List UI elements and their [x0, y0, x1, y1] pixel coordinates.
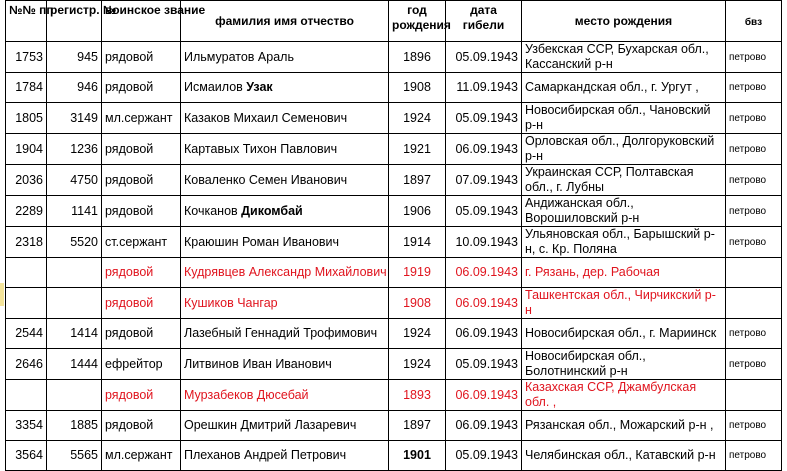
name-text: Казаков Михаил Семенович [184, 110, 348, 125]
cell-bvz: петрово [726, 196, 782, 227]
name-text: Краюшин Роман Иванович [184, 234, 340, 249]
cell-place: Челябинская обл., Катавский р-н [522, 441, 726, 471]
cell-reg: 1444 [47, 349, 102, 380]
cell-place: Новосибирская обл., Болотнинский р-н [522, 349, 726, 380]
name-text: Лазебный Геннадий Трофимович [184, 326, 378, 340]
cell-place: Украинская ССР, Полтавская обл., г. Лубны [522, 165, 726, 196]
cell-place: Новосибирская обл., г. Мариинск [522, 319, 726, 349]
table-row [6, 73, 782, 103]
cell-name [181, 411, 389, 441]
table-row [6, 103, 782, 134]
cell-year: 1924 [389, 319, 446, 349]
cell-num: 2318 [6, 227, 47, 258]
cell-place: Ташкентская обл., Чирчикский р-н [522, 288, 726, 319]
cell-date: 06.09.1943 [446, 411, 522, 441]
cell-bvz: петрово [726, 134, 782, 165]
header-date: дата гибели [446, 1, 522, 42]
cell-name [181, 103, 389, 134]
cell-num: 2544 [6, 319, 47, 349]
cell-reg [47, 288, 102, 319]
cell-bvz: петрово [726, 227, 782, 258]
cell-rank: рядовой [102, 42, 181, 73]
table-row [6, 165, 782, 196]
header-name: фамилия имя отчество [181, 1, 389, 42]
table-row [6, 42, 782, 73]
cell-bvz [726, 258, 782, 288]
table-row [6, 349, 782, 380]
cell-place: Орловская обл., Долгоруковский р-н [522, 134, 726, 165]
cell-num [6, 288, 47, 319]
cell-reg: 1141 [47, 196, 102, 227]
cell-name [181, 134, 389, 165]
cell-name [181, 288, 389, 319]
cell-date: 05.09.1943 [446, 196, 522, 227]
cell-reg: 4750 [47, 165, 102, 196]
cell-date: 06.09.1943 [446, 258, 522, 288]
cell-name [181, 227, 389, 258]
cell-name [181, 349, 389, 380]
cell-num: 3354 [6, 411, 47, 441]
cell-place: Ульяновская обл., Барышский р-н, с. Кр. Поляна [522, 227, 726, 258]
header-num: №№ пп [6, 1, 47, 42]
cell-reg: 1414 [47, 319, 102, 349]
cell-place: Самаркандская обл., г. Ургут , [522, 73, 726, 103]
header-place: место рождения [522, 1, 726, 42]
cell-place: Рязанская обл., Можарский р-н , [522, 411, 726, 441]
name-text: Ильмуратов Араль [184, 49, 294, 64]
cell-place: Новосибирская обл., Чановский р-н [522, 103, 726, 134]
cell-name [181, 441, 389, 471]
cell-name [181, 73, 389, 103]
cell-date: 05.09.1943 [446, 441, 522, 471]
cell-bvz: петрово [726, 349, 782, 380]
table-row [6, 227, 782, 258]
header-rank: воинское звание [102, 1, 181, 42]
cell-date: 06.09.1943 [446, 380, 522, 411]
cell-bvz: петрово [726, 411, 782, 441]
cell-year: 1896 [389, 42, 446, 73]
cell-reg: 1236 [47, 134, 102, 165]
name-bold-text: Узак [246, 80, 273, 94]
cell-date: 07.09.1943 [446, 165, 522, 196]
name-bold-text: Дикомбай [241, 203, 303, 218]
cell-place: г. Рязань, дер. Рабочая [522, 258, 726, 288]
cell-num: 2036 [6, 165, 47, 196]
cell-num: 1784 [6, 73, 47, 103]
cell-name [181, 165, 389, 196]
cell-name [181, 196, 389, 227]
cell-year: 1914 [389, 227, 446, 258]
cell-rank: рядовой [102, 411, 181, 441]
header-row [6, 1, 782, 42]
name-text: Кочканов [184, 203, 242, 218]
name-text: Плеханов Андрей Петрович [184, 448, 347, 462]
name-text: Картавых Тихон Павлович [184, 141, 338, 156]
cell-bvz: петрово [726, 165, 782, 196]
table-row [6, 134, 782, 165]
cell-date: 05.09.1943 [446, 349, 522, 380]
name-text: Мурзабеков Дюсебай [184, 387, 309, 402]
cell-rank: рядовой [102, 288, 181, 319]
cell-num [6, 380, 47, 411]
cell-year: 1897 [389, 411, 446, 441]
name-text: Коваленко Семен Иванович [184, 172, 348, 187]
cell-bvz [726, 380, 782, 411]
cell-reg [47, 258, 102, 288]
soldiers-table [5, 0, 782, 471]
cell-num: 1805 [6, 103, 47, 134]
cell-rank: рядовой [102, 165, 181, 196]
cell-year: 1921 [389, 134, 446, 165]
cell-rank: ст.сержант [102, 227, 181, 258]
name-text: Кушиков Чангар [184, 295, 278, 310]
cell-bvz [726, 288, 782, 319]
cell-bvz: петрово [726, 42, 782, 73]
cell-reg: 946 [47, 73, 102, 103]
table-row [6, 288, 782, 319]
cell-year: 1906 [389, 196, 446, 227]
cell-year: 1908 [389, 73, 446, 103]
row-selection-marker [0, 283, 4, 306]
name-text: Кудрявцев Александр Михайлович [184, 265, 387, 279]
cell-reg: 945 [47, 42, 102, 73]
cell-bvz: петрово [726, 319, 782, 349]
cell-name [181, 42, 389, 73]
cell-bvz: петрово [726, 441, 782, 471]
cell-date: 06.09.1943 [446, 319, 522, 349]
cell-year: 1924 [389, 349, 446, 380]
cell-name [181, 380, 389, 411]
cell-name [181, 258, 389, 288]
table-row [6, 411, 782, 441]
table-row [6, 196, 782, 227]
cell-num: 3564 [6, 441, 47, 471]
cell-date: 10.09.1943 [446, 227, 522, 258]
cell-date: 05.09.1943 [446, 42, 522, 73]
cell-date: 05.09.1943 [446, 103, 522, 134]
cell-num: 2646 [6, 349, 47, 380]
table-row [6, 258, 782, 288]
cell-year: 1897 [389, 165, 446, 196]
cell-date: 06.09.1943 [446, 134, 522, 165]
cell-rank: рядовой [102, 134, 181, 165]
cell-rank: мл.сержант [102, 103, 181, 134]
cell-num: 1753 [6, 42, 47, 73]
cell-place: Узбекская ССР, Бухарская обл., Кассанский р-н [522, 42, 726, 73]
cell-year: 1901 [389, 441, 446, 471]
cell-rank: рядовой [102, 258, 181, 288]
cell-rank: рядовой [102, 319, 181, 349]
header-year: год рождения [389, 1, 446, 42]
cell-rank: мл.сержант [102, 441, 181, 471]
cell-rank: рядовой [102, 196, 181, 227]
cell-num [6, 258, 47, 288]
table-row [6, 441, 782, 471]
cell-place: Андижанская обл., Ворошиловский р-н [522, 196, 726, 227]
header-reg: регистр. № [47, 1, 102, 42]
cell-rank: рядовой [102, 73, 181, 103]
name-text: Орешкин Дмитрий Лазаревич [184, 418, 357, 432]
table-row [6, 380, 782, 411]
cell-year: 1908 [389, 288, 446, 319]
cell-year: 1893 [389, 380, 446, 411]
cell-reg: 1885 [47, 411, 102, 441]
table-row [6, 319, 782, 349]
name-text: Исмаилов [184, 80, 247, 94]
cell-year: 1924 [389, 103, 446, 134]
cell-rank: ефрейтор [102, 349, 181, 380]
cell-bvz: петрово [726, 73, 782, 103]
cell-year: 1919 [389, 258, 446, 288]
cell-reg: 5520 [47, 227, 102, 258]
cell-bvz: петрово [726, 103, 782, 134]
cell-rank: рядовой [102, 380, 181, 411]
cell-place: Казахская ССР, Джамбулская обл. , [522, 380, 726, 411]
cell-reg: 5565 [47, 441, 102, 471]
cell-date: 06.09.1943 [446, 288, 522, 319]
name-text: Литвинов Иван Иванович [184, 356, 332, 371]
cell-date: 11.09.1943 [446, 73, 522, 103]
cell-num: 2289 [6, 196, 47, 227]
cell-reg: 3149 [47, 103, 102, 134]
cell-num: 1904 [6, 134, 47, 165]
cell-name [181, 319, 389, 349]
header-bvz: бвз [726, 1, 782, 42]
cell-reg [47, 380, 102, 411]
